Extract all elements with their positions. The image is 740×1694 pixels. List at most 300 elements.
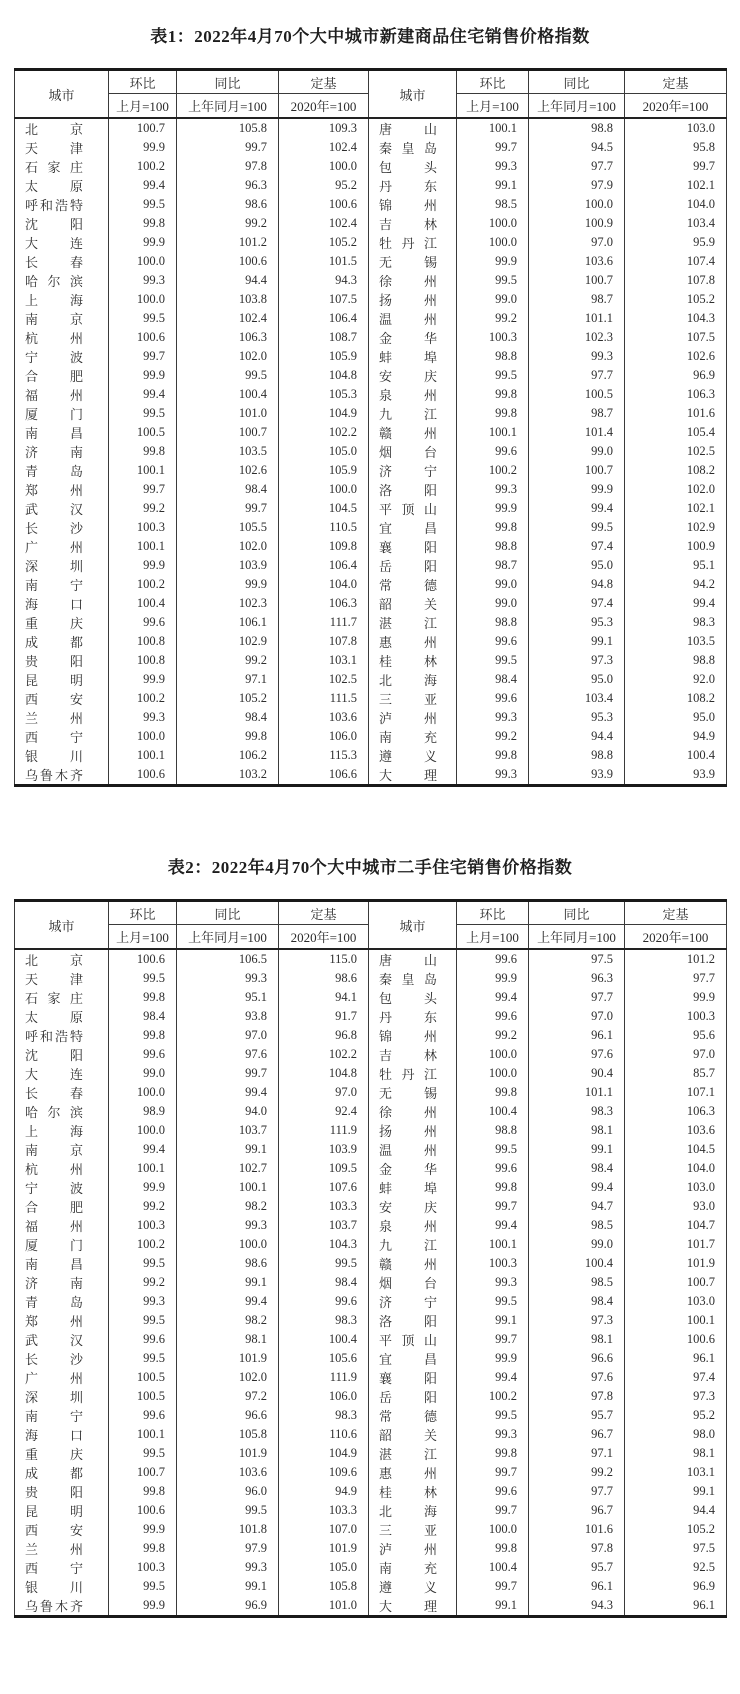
city-name: 包头 [379, 991, 437, 1006]
index-value-cell: 100.0 [177, 1235, 279, 1254]
city-cell [15, 1368, 109, 1387]
table-row [15, 949, 727, 969]
index-value-cell: 95.0 [625, 708, 727, 727]
index-value-cell: 99.3 [529, 347, 625, 366]
header-yoy-left: 同比 [177, 70, 279, 94]
index-value-cell: 97.9 [529, 176, 625, 195]
index-value-cell: 103.7 [177, 1121, 279, 1140]
index-value-cell: 105.2 [279, 233, 369, 252]
header-fixed-left: 定基 [279, 901, 369, 925]
index-value-cell: 101.0 [177, 404, 279, 423]
city-cell [369, 1045, 457, 1064]
index-value-cell: 98.5 [529, 1216, 625, 1235]
table1-title: 表1：2022年4月70个大中城市新建商品住宅销售价格指数 [150, 27, 590, 46]
index-value-cell: 98.3 [279, 1406, 369, 1425]
index-value-cell: 98.1 [177, 1330, 279, 1349]
index-value-cell: 100.9 [529, 214, 625, 233]
city-name: 无锡 [379, 255, 437, 270]
city-name: 兰州 [25, 711, 83, 726]
table1-body [15, 118, 727, 786]
index-value-cell: 99.9 [529, 480, 625, 499]
table-row [15, 157, 727, 176]
index-value-cell: 106.3 [279, 594, 369, 613]
index-value-cell: 100.4 [457, 1558, 529, 1577]
city-name: 湛江 [379, 1447, 437, 1462]
index-value-cell: 99.2 [529, 1463, 625, 1482]
city-name: 上海 [25, 1124, 83, 1139]
index-value-cell: 98.8 [457, 613, 529, 632]
index-value-cell: 99.9 [457, 252, 529, 271]
index-value-cell: 96.1 [529, 1577, 625, 1596]
index-value-cell: 95.1 [625, 556, 727, 575]
city-cell [369, 746, 457, 765]
city-cell [369, 518, 457, 537]
city-cell [15, 575, 109, 594]
index-value-cell: 100.0 [109, 1083, 177, 1102]
city-name: 长春 [25, 1086, 83, 1101]
index-value-cell: 99.2 [457, 727, 529, 746]
index-value-cell: 100.6 [177, 252, 279, 271]
city-name: 南京 [25, 1143, 83, 1158]
city-name: 合肥 [25, 1200, 83, 1215]
index-value-cell: 100.3 [457, 1254, 529, 1273]
table-row [15, 988, 727, 1007]
index-value-cell: 99.9 [177, 575, 279, 594]
city-name: 长沙 [25, 521, 83, 536]
index-value-cell: 97.8 [177, 157, 279, 176]
index-value-cell: 99.6 [457, 949, 529, 969]
index-value-cell: 100.0 [109, 727, 177, 746]
city-name: 惠州 [379, 1466, 437, 1481]
index-value-cell: 97.1 [177, 670, 279, 689]
index-value-cell: 100.1 [457, 423, 529, 442]
header-mom-base-right: 上月=100 [457, 925, 529, 950]
index-value-cell: 103.6 [177, 1463, 279, 1482]
city-name: 蚌埠 [379, 350, 437, 365]
index-value-cell: 98.4 [457, 670, 529, 689]
city-cell [369, 423, 457, 442]
index-value-cell: 98.4 [109, 1007, 177, 1026]
index-value-cell: 101.9 [177, 1349, 279, 1368]
index-value-cell: 102.2 [279, 1045, 369, 1064]
city-name: 上海 [25, 293, 83, 308]
city-cell [369, 765, 457, 786]
header-city-left: 城市 [15, 70, 109, 119]
index-value-cell: 100.0 [109, 290, 177, 309]
index-value-cell: 95.0 [529, 670, 625, 689]
index-value-cell: 100.0 [457, 1064, 529, 1083]
index-value-cell: 101.6 [529, 1520, 625, 1539]
city-cell [15, 233, 109, 252]
city-name: 南宁 [25, 578, 83, 593]
index-value-cell: 99.5 [109, 969, 177, 988]
index-value-cell: 100.3 [457, 328, 529, 347]
index-value-cell: 103.6 [625, 1121, 727, 1140]
city-name: 赣州 [379, 1257, 437, 1272]
city-cell [369, 1007, 457, 1026]
index-value-cell: 99.4 [109, 385, 177, 404]
index-value-cell: 98.4 [279, 1273, 369, 1292]
header-mom-base-left: 上月=100 [109, 94, 177, 119]
index-value-cell: 102.6 [625, 347, 727, 366]
index-value-cell: 94.2 [625, 575, 727, 594]
index-value-cell: 98.7 [529, 290, 625, 309]
index-value-cell: 98.1 [625, 1444, 727, 1463]
city-name: 沈阳 [25, 1048, 83, 1063]
city-name: 泸州 [379, 1542, 437, 1557]
index-value-cell: 104.8 [279, 366, 369, 385]
index-value-cell: 92.5 [625, 1558, 727, 1577]
table-row [15, 1178, 727, 1197]
index-value-cell: 98.7 [457, 556, 529, 575]
city-cell [369, 1254, 457, 1273]
city-cell [369, 157, 457, 176]
table-row [15, 214, 727, 233]
index-value-cell: 97.0 [529, 233, 625, 252]
table-row [15, 765, 727, 786]
city-name: 济南 [25, 1276, 83, 1291]
city-name: 平顶山 [379, 502, 437, 517]
city-name: 重庆 [25, 1447, 83, 1462]
table-row [15, 708, 727, 727]
table-row [15, 138, 727, 157]
city-name: 桂林 [379, 654, 437, 669]
index-value-cell: 99.4 [177, 1083, 279, 1102]
index-value-cell: 99.9 [457, 499, 529, 518]
index-value-cell: 99.5 [457, 651, 529, 670]
index-value-cell: 109.5 [279, 1159, 369, 1178]
index-value-cell: 99.8 [457, 518, 529, 537]
city-cell [15, 632, 109, 651]
city-cell [15, 1501, 109, 1520]
index-value-cell: 98.3 [625, 613, 727, 632]
city-cell [369, 594, 457, 613]
city-name: 大连 [25, 1067, 83, 1082]
index-value-cell: 98.6 [177, 195, 279, 214]
city-name: 湛江 [379, 616, 437, 631]
city-cell [369, 1121, 457, 1140]
city-name: 岳阳 [379, 1390, 437, 1405]
index-value-cell: 99.9 [109, 233, 177, 252]
table2-header [15, 901, 727, 950]
index-value-cell: 99.2 [457, 1026, 529, 1045]
index-value-cell: 95.0 [529, 556, 625, 575]
index-value-cell: 97.3 [529, 651, 625, 670]
index-value-cell: 99.4 [457, 1368, 529, 1387]
index-value-cell: 96.9 [625, 366, 727, 385]
index-value-cell: 100.4 [625, 746, 727, 765]
index-value-cell: 102.9 [625, 518, 727, 537]
index-value-cell: 100.1 [109, 461, 177, 480]
city-name: 呼和浩特 [25, 198, 83, 213]
header-city-right: 城市 [369, 901, 457, 950]
city-cell [15, 461, 109, 480]
table-row [15, 1311, 727, 1330]
table-row [15, 176, 727, 195]
city-cell [369, 1425, 457, 1444]
city-name: 西宁 [25, 730, 83, 745]
index-value-cell: 99.1 [457, 176, 529, 195]
index-value-cell: 102.4 [279, 138, 369, 157]
index-value-cell: 99.8 [457, 746, 529, 765]
index-value-cell: 98.6 [279, 969, 369, 988]
header-mom-right: 环比 [457, 70, 529, 94]
header-fixed-right: 定基 [625, 70, 727, 94]
city-cell [15, 1159, 109, 1178]
index-value-cell: 103.9 [279, 1140, 369, 1159]
index-value-cell: 99.8 [109, 214, 177, 233]
index-value-cell: 101.1 [529, 1083, 625, 1102]
city-name: 吉林 [379, 1048, 437, 1063]
index-value-cell: 100.4 [109, 594, 177, 613]
index-value-cell: 100.7 [109, 1463, 177, 1482]
index-value-cell: 99.3 [457, 1273, 529, 1292]
index-value-cell: 97.4 [529, 594, 625, 613]
index-value-cell: 104.5 [625, 1140, 727, 1159]
index-value-cell: 99.4 [457, 988, 529, 1007]
city-name: 昆明 [25, 1504, 83, 1519]
city-cell [15, 537, 109, 556]
index-value-cell: 104.5 [279, 499, 369, 518]
city-cell [15, 689, 109, 708]
index-value-cell: 92.0 [625, 670, 727, 689]
index-value-cell: 97.2 [177, 1387, 279, 1406]
city-cell [369, 670, 457, 689]
index-value-cell: 99.7 [177, 138, 279, 157]
index-value-cell: 99.6 [457, 442, 529, 461]
index-value-cell: 100.1 [625, 1311, 727, 1330]
table-row [15, 651, 727, 670]
index-value-cell: 99.7 [457, 1501, 529, 1520]
index-value-cell: 106.6 [279, 765, 369, 786]
index-value-cell: 104.3 [625, 309, 727, 328]
index-value-cell: 107.6 [279, 1178, 369, 1197]
index-value-cell: 98.0 [625, 1425, 727, 1444]
city-cell [369, 1083, 457, 1102]
index-value-cell: 98.4 [529, 1292, 625, 1311]
city-name: 宁波 [25, 1181, 83, 1196]
city-cell [369, 233, 457, 252]
index-value-cell: 109.8 [279, 537, 369, 556]
index-value-cell: 101.2 [177, 233, 279, 252]
table-row [15, 252, 727, 271]
table-row [15, 1368, 727, 1387]
index-value-cell: 100.3 [109, 518, 177, 537]
city-name: 乌鲁木齐 [25, 1599, 83, 1614]
index-value-cell: 101.9 [625, 1254, 727, 1273]
index-value-cell: 111.9 [279, 1368, 369, 1387]
index-value-cell: 98.8 [457, 537, 529, 556]
index-value-cell: 99.9 [109, 1596, 177, 1617]
index-value-cell: 95.3 [529, 613, 625, 632]
city-name: 北京 [25, 953, 83, 968]
index-value-cell: 99.8 [457, 1539, 529, 1558]
city-name: 南充 [379, 730, 437, 745]
index-value-cell: 97.0 [279, 1083, 369, 1102]
index-value-cell: 105.9 [279, 347, 369, 366]
city-name: 秦皇岛 [379, 972, 437, 987]
index-value-cell: 96.6 [529, 1349, 625, 1368]
index-value-cell: 99.9 [109, 670, 177, 689]
index-value-cell: 96.7 [529, 1425, 625, 1444]
city-name: 锦州 [379, 1029, 437, 1044]
index-value-cell: 104.0 [625, 1159, 727, 1178]
index-value-cell: 97.3 [529, 1311, 625, 1330]
index-value-cell: 99.3 [177, 1558, 279, 1577]
table-row [15, 271, 727, 290]
city-cell [369, 499, 457, 518]
city-name: 太原 [25, 1010, 83, 1025]
index-value-cell: 104.3 [279, 1235, 369, 1254]
index-value-cell: 97.6 [529, 1045, 625, 1064]
index-value-cell: 99.2 [177, 651, 279, 670]
city-name: 三亚 [379, 1523, 437, 1538]
index-value-cell: 94.7 [529, 1197, 625, 1216]
city-cell [15, 214, 109, 233]
city-cell [369, 138, 457, 157]
city-cell [15, 138, 109, 157]
city-name: 温州 [379, 1143, 437, 1158]
index-value-cell: 100.0 [457, 233, 529, 252]
index-value-cell: 106.5 [177, 949, 279, 969]
city-name: 宜昌 [379, 521, 437, 536]
index-value-cell: 100.2 [109, 575, 177, 594]
city-name: 济南 [25, 445, 83, 460]
index-value-cell: 98.5 [529, 1273, 625, 1292]
index-value-cell: 104.0 [625, 195, 727, 214]
index-value-cell: 100.1 [457, 118, 529, 138]
city-cell [15, 423, 109, 442]
table-row [15, 1406, 727, 1425]
table-row [15, 1558, 727, 1577]
index-value-cell: 99.6 [457, 1007, 529, 1026]
index-value-cell: 96.3 [529, 969, 625, 988]
index-value-cell: 100.2 [457, 1387, 529, 1406]
index-value-cell: 99.1 [625, 1482, 727, 1501]
index-value-cell: 90.4 [529, 1064, 625, 1083]
table-row [15, 328, 727, 347]
index-value-cell: 99.2 [457, 309, 529, 328]
index-value-cell: 99.2 [109, 499, 177, 518]
city-name: 泸州 [379, 711, 437, 726]
index-value-cell: 94.8 [529, 575, 625, 594]
index-value-cell: 99.8 [109, 1482, 177, 1501]
city-name: 乌鲁木齐 [25, 768, 83, 783]
index-value-cell: 102.1 [625, 499, 727, 518]
index-value-cell: 103.9 [177, 556, 279, 575]
city-cell [15, 1064, 109, 1083]
table-row [15, 1596, 727, 1617]
index-value-cell: 105.8 [177, 1425, 279, 1444]
city-cell [369, 1235, 457, 1254]
city-cell [15, 1102, 109, 1121]
index-value-cell: 102.0 [177, 1368, 279, 1387]
table-row [15, 461, 727, 480]
city-cell [369, 1026, 457, 1045]
city-cell [15, 1254, 109, 1273]
index-value-cell: 98.4 [529, 1159, 625, 1178]
index-value-cell: 100.0 [529, 195, 625, 214]
city-cell [15, 988, 109, 1007]
index-value-cell: 102.3 [529, 328, 625, 347]
city-cell [15, 1083, 109, 1102]
table-row [15, 1007, 727, 1026]
index-value-cell: 99.4 [529, 1178, 625, 1197]
index-value-cell: 106.4 [279, 309, 369, 328]
table-row [15, 1235, 727, 1254]
table-row [15, 632, 727, 651]
index-value-cell: 97.8 [529, 1539, 625, 1558]
city-cell [15, 1425, 109, 1444]
city-cell [15, 1406, 109, 1425]
table-row [15, 613, 727, 632]
city-cell [369, 214, 457, 233]
city-cell [15, 1026, 109, 1045]
index-value-cell: 100.0 [457, 214, 529, 233]
city-name: 襄阳 [379, 540, 437, 555]
city-cell [369, 613, 457, 632]
city-cell [369, 632, 457, 651]
index-value-cell: 110.6 [279, 1425, 369, 1444]
city-cell [15, 442, 109, 461]
index-value-cell: 99.7 [457, 1330, 529, 1349]
city-cell [15, 670, 109, 689]
index-value-cell: 97.3 [625, 1387, 727, 1406]
index-value-cell: 99.1 [177, 1273, 279, 1292]
index-value-cell: 100.1 [109, 1159, 177, 1178]
index-value-cell: 96.1 [625, 1349, 727, 1368]
index-value-cell: 102.2 [279, 423, 369, 442]
city-name: 惠州 [379, 635, 437, 650]
index-value-cell: 102.9 [177, 632, 279, 651]
city-cell [369, 290, 457, 309]
city-cell [369, 1577, 457, 1596]
city-name: 天津 [25, 141, 83, 156]
index-value-cell: 100.4 [279, 1330, 369, 1349]
index-value-cell: 100.6 [109, 328, 177, 347]
table-row [15, 1102, 727, 1121]
city-cell [15, 1235, 109, 1254]
city-cell [369, 366, 457, 385]
city-name: 银川 [25, 749, 83, 764]
header-mom-base-right: 上月=100 [457, 94, 529, 119]
index-value-cell: 99.8 [457, 404, 529, 423]
index-value-cell: 85.7 [625, 1064, 727, 1083]
index-value-cell: 99.8 [457, 1444, 529, 1463]
index-value-cell: 99.5 [109, 1444, 177, 1463]
index-value-cell: 99.7 [177, 1064, 279, 1083]
index-value-cell: 99.6 [109, 613, 177, 632]
index-value-cell: 98.8 [529, 118, 625, 138]
index-value-cell: 99.1 [529, 632, 625, 651]
index-value-cell: 99.4 [625, 594, 727, 613]
city-name: 丹东 [379, 179, 437, 194]
city-cell [369, 1330, 457, 1349]
city-name: 温州 [379, 312, 437, 327]
index-value-cell: 100.6 [109, 949, 177, 969]
index-value-cell: 99.5 [457, 1140, 529, 1159]
city-cell [15, 518, 109, 537]
index-value-cell: 99.5 [457, 1292, 529, 1311]
table-row [15, 480, 727, 499]
index-value-cell: 94.0 [177, 1102, 279, 1121]
index-value-cell: 100.4 [529, 1254, 625, 1273]
table-row [15, 1197, 727, 1216]
city-name: 青岛 [25, 464, 83, 479]
city-cell [15, 1273, 109, 1292]
city-name: 南京 [25, 312, 83, 327]
city-cell [369, 195, 457, 214]
